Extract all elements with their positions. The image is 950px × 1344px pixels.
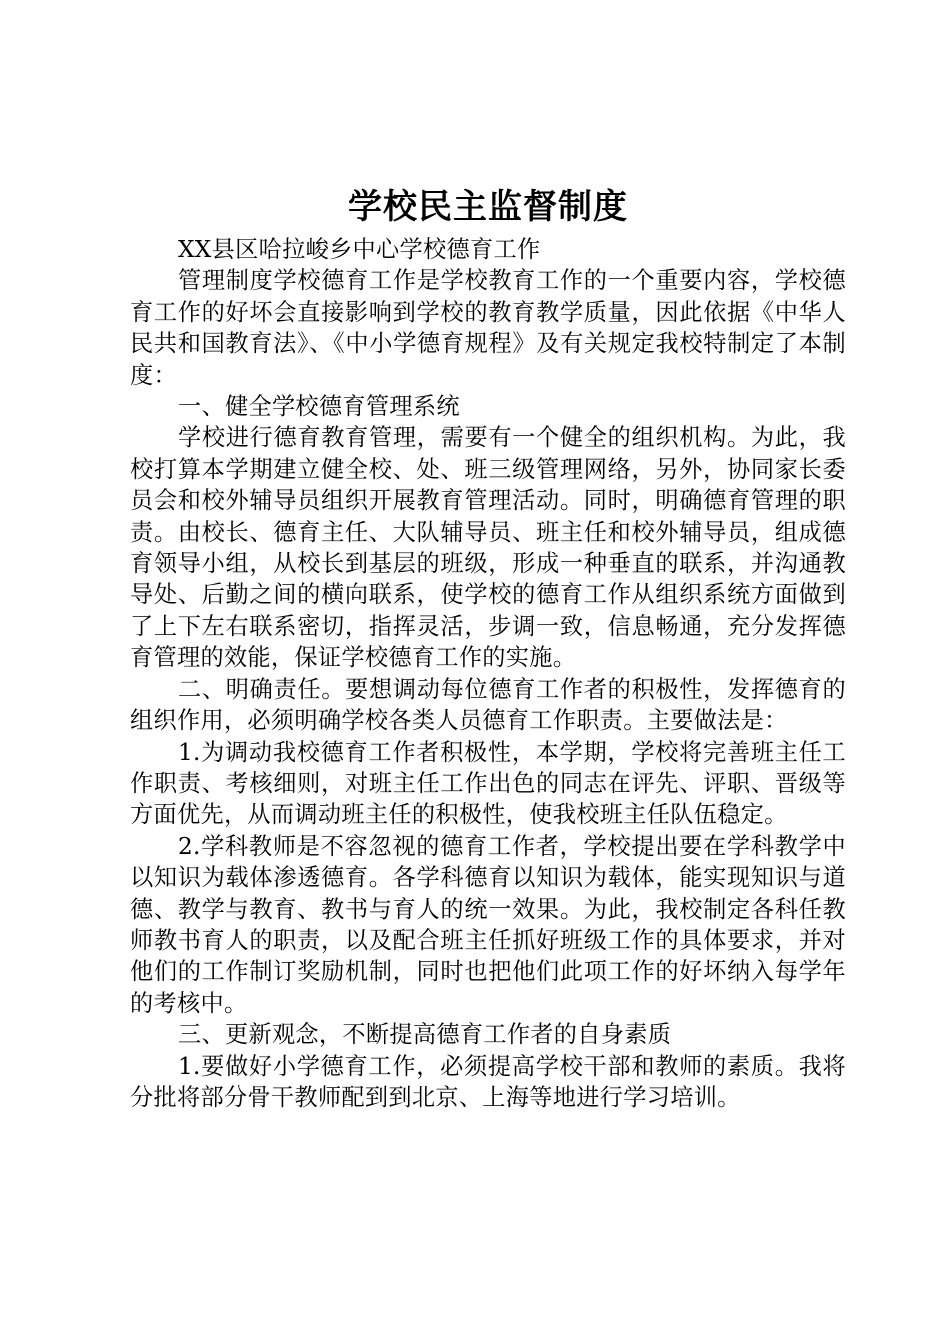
paragraph-item-2-2: 2.学科教师是不容忽视的德育工作者，学校提出要在学科教学中以知识为载体渗透德育。各学科德育以知识为载体，能实现知识与道德、教学与教育、教书与育人的统一效果。为此，我校制定各科任教师教书育人的职责，以及配合班主任抓好班级工作的具体要求，并对他们的工作制订奖励机制，同时也把他们此项工作的好坏纳入每学年的考核中。 xyxy=(130,832,846,1017)
paragraph-item-3-1: 1.要做好小学德育工作，必须提高学校干部和教师的素质。我将分批将部分骨干教师配到到北京、上海等地进行学习培训。 xyxy=(130,1052,846,1111)
paragraph-section-1: 学校进行德育教育管理，需要有一个健全的组织机构。为此，我校打算本学期建立健全校、处、班三级管理网络，另外，协同家长委员会和校外辅导员组织开展教育管理活动。同时，明确德育管理的职责。由校长、德育主任、大队辅导员、班主任和校外辅导员，组成德育领导小组，从校长到基层的班级，形成一种垂直的联系，并沟通教导处、后勤之间的横向联系，使学校的德育工作从组织系统方面做到了上下左右联系密切，指挥灵活，步调一致，信息畅通，充分发挥德育管理的效能，保证学校德育工作的实施。 xyxy=(130,424,846,672)
paragraph-intro: 管理制度学校德育工作是学校教育工作的一个重要内容，学校德育工作的好坏会直接影响到学校的教育教学质量，因此依据《中华人民共和国教育法》、《中小学德育规程》及有关规定我校特制定了本制度： xyxy=(130,267,846,389)
document-body xyxy=(130,234,846,1113)
paragraph-school-name: XX县区哈拉峻乡中心学校德育工作 xyxy=(178,236,541,263)
document-title: 学校民主监督制度 xyxy=(348,187,628,227)
paragraph-item-2-1: 1.为调动我校德育工作者积极性，本学期，学校将完善班主任工作职责、考核细则，对班主任工作出色的同志在评先、评职、晋级等方面优先，从而调动班主任的积极性，使我校班主任队伍稳定。 xyxy=(130,738,846,829)
section-heading-1: 一、健全学校德育管理系统 xyxy=(178,393,460,421)
section-heading-3: 三、更新观念，不断提高德育工作者的自身素质 xyxy=(178,1021,672,1049)
section-heading-2: 二、明确责任。要想调动每位德育工作者的积极性，发挥德育的组织作用，必须明确学校各类人员德育工作职责。主要做法是： xyxy=(130,675,846,735)
